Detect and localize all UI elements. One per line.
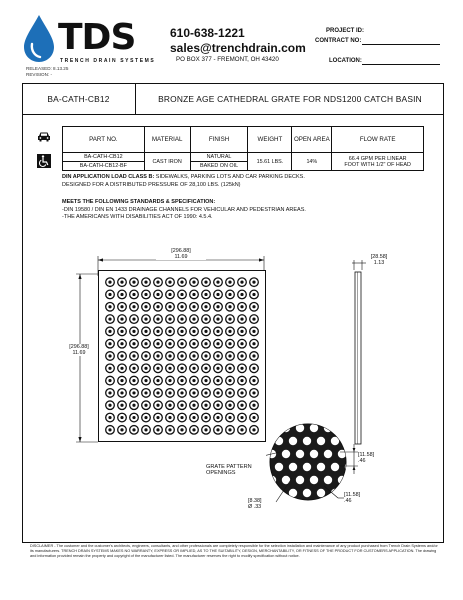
project-id-label: PROJECT ID: (326, 28, 365, 34)
detail-opening (303, 437, 311, 445)
slot-width-dimension-label (358, 452, 390, 464)
grate-hub (168, 416, 171, 419)
grate-hub (192, 416, 195, 419)
detail-opening (268, 424, 276, 432)
grate-hub (240, 428, 243, 431)
grate-hub (156, 391, 159, 394)
grate-hub (144, 416, 147, 419)
thickness-dimension-label (364, 254, 394, 266)
grate-hub (108, 404, 111, 407)
grate-hub (180, 367, 183, 370)
grate-hub (216, 404, 219, 407)
grate-hub (108, 293, 111, 296)
grate-hub (120, 404, 123, 407)
grate-hub (252, 367, 255, 370)
company-address: PO BOX 377 - FREMONT, OH 43420 (176, 56, 279, 63)
grate-hub (192, 391, 195, 394)
grate-hub (204, 367, 207, 370)
detail-opening (317, 463, 325, 471)
grate-hub (108, 305, 111, 308)
grate-hub (180, 305, 183, 308)
grate-hub (180, 379, 183, 382)
grate-hub (156, 342, 159, 345)
grate-hub (216, 391, 219, 394)
grate-hub (204, 342, 207, 345)
grate-hub (252, 404, 255, 407)
grate-hub (192, 281, 195, 284)
detail-opening (331, 463, 339, 471)
grate-hub (156, 317, 159, 320)
grate-hub (108, 317, 111, 320)
grate-hub (192, 379, 195, 382)
grate-hub (240, 416, 243, 419)
grate-hub (144, 342, 147, 345)
grate-hub (216, 342, 219, 345)
height-dimension-label (62, 344, 96, 356)
car-icon (37, 131, 51, 142)
grate-hub (228, 379, 231, 382)
grate-hub (132, 330, 135, 333)
grate-hub (216, 293, 219, 296)
detail-opening (324, 450, 332, 458)
grate-hub (192, 317, 195, 320)
standard-item: -DIN 19580 / DIN EN 1433 DRAINAGE CHANNELS FOR VEHICULAR AND PEDESTRIAN AREAS. (62, 206, 306, 213)
grate-hub (180, 428, 183, 431)
grate-hub (180, 391, 183, 394)
grate-hub (180, 293, 183, 296)
col-weight: WEIGHT (248, 127, 292, 153)
brand-name: TDS (58, 17, 136, 58)
grate-hub (120, 367, 123, 370)
col-open-area: OPEN AREA (292, 127, 332, 153)
grate-hub (156, 367, 159, 370)
pattern-label-line-1: GRATE PATTERN (206, 464, 252, 470)
standards-block (62, 199, 432, 222)
grate-hub (144, 428, 147, 431)
width-dimension-label (156, 248, 206, 260)
grate-hub (252, 305, 255, 308)
grate-hub (132, 305, 135, 308)
slot-height-dimension-label (344, 492, 376, 504)
grate-hub (204, 317, 207, 320)
grate-hub (132, 342, 135, 345)
slot-width-mm: [11.58] (358, 452, 375, 458)
location-label: LOCATION: (329, 58, 362, 64)
grate-hub (108, 379, 111, 382)
grate-hub (168, 391, 171, 394)
grate-hub (204, 330, 207, 333)
grate-hub (240, 293, 243, 296)
grate-hub (120, 416, 123, 419)
grate-hub (120, 281, 123, 284)
grate-hub (180, 281, 183, 284)
standard-item: -THE AMERICANS WITH DISABILITIES ACT OF 1990: 4.5.4. (62, 214, 213, 221)
grate-hub (204, 281, 207, 284)
grate-hub (228, 330, 231, 333)
slot-height-in: .46 (344, 498, 352, 504)
detail-opening (282, 450, 290, 458)
grate-hub (204, 428, 207, 431)
grate-hub (252, 391, 255, 394)
grate-hub (120, 305, 123, 308)
grate-hub (132, 317, 135, 320)
grate-hub (204, 305, 207, 308)
flow-rate-cell (332, 153, 424, 171)
detail-opening (324, 476, 332, 484)
grate-hub (216, 330, 219, 333)
grate-hub (228, 404, 231, 407)
part-no-cell: BA-CATH-CB12-BF (63, 162, 145, 171)
grate-hub (228, 281, 231, 284)
material-cell: CAST IRON (144, 153, 190, 171)
hole-diameter-label (248, 498, 278, 510)
part-no-cell: BA-CATH-CB12 (63, 153, 145, 162)
grate-hub (228, 305, 231, 308)
grate-hub (192, 428, 195, 431)
grate-hub (132, 404, 135, 407)
grate-hub (156, 428, 159, 431)
grate-hub (192, 305, 195, 308)
grate-plan-view (98, 270, 266, 442)
hole-diameter-mm: [8.38] (248, 498, 262, 504)
grate-hub (120, 354, 123, 357)
grate-hub (132, 367, 135, 370)
thickness-in: 1.13 (373, 260, 385, 266)
grate-hub (240, 305, 243, 308)
grate-hub (132, 428, 135, 431)
wheelchair-icon (37, 154, 51, 168)
grate-hub (252, 281, 255, 284)
grate-hub (228, 428, 231, 431)
released-date: RELEASED: 8.13.25 (26, 66, 69, 71)
grate-hub (144, 330, 147, 333)
grate-hub (108, 281, 111, 284)
grate-hub (132, 293, 135, 296)
grate-hub (168, 379, 171, 382)
grate-hub (168, 367, 171, 370)
grate-hub (192, 404, 195, 407)
grate-hub (204, 416, 207, 419)
contract-no-field[interactable] (362, 44, 440, 45)
detail-opening (317, 489, 325, 497)
grate-hub (144, 379, 147, 382)
part-number-title: BA-CATH-CB12 (22, 83, 136, 115)
grate-hub (168, 330, 171, 333)
grate-hub (192, 293, 195, 296)
grate-hub (252, 342, 255, 345)
grate-hub (216, 367, 219, 370)
open-area-cell: 14% (292, 153, 332, 171)
detail-opening (310, 476, 318, 484)
grate-hub (192, 354, 195, 357)
contract-no-label: CONTRACT NO: (315, 38, 362, 44)
grate-hub (204, 354, 207, 357)
company-logo (22, 14, 162, 70)
load-class-line-2: DESIGNED FOR A DISTRIBUTED PRESSURE OF 28,100 LBS. (125kN) (62, 181, 241, 188)
finish-cell: BAKED ON OIL (190, 162, 248, 171)
grate-hub (240, 367, 243, 370)
grate-detail-view (266, 420, 396, 524)
grate-hub (156, 281, 159, 284)
grate-hub (252, 330, 255, 333)
brand-subtitle: TRENCH DRAIN SYSTEMS (60, 58, 156, 64)
weight-cell: 15.61 LBS. (248, 153, 292, 171)
grate-hub (156, 404, 159, 407)
grate-hub (168, 404, 171, 407)
load-class-label: DIN APPLICATION LOAD CLASS B: (62, 174, 155, 180)
grate-hub (144, 354, 147, 357)
grate-hub (240, 391, 243, 394)
grate-hub (168, 293, 171, 296)
slot-height-mm: [11.58] (344, 492, 361, 498)
grate-hub (156, 330, 159, 333)
grate-hub (252, 354, 255, 357)
grate-hub (108, 342, 111, 345)
width-in: 11.69 (174, 254, 188, 260)
grate-hub (228, 391, 231, 394)
grate-hub (144, 391, 147, 394)
grate-hub (132, 281, 135, 284)
detail-opening (289, 463, 297, 471)
grate-hub (120, 428, 123, 431)
grate-hub (180, 317, 183, 320)
col-material: MATERIAL (144, 127, 190, 153)
release-info (26, 66, 68, 78)
grate-hub (108, 416, 111, 419)
phone-number[interactable]: 610-638-1221 (170, 26, 245, 40)
grate-hub (144, 367, 147, 370)
grate-hub (192, 367, 195, 370)
grate-hub (252, 428, 255, 431)
grate-hub (216, 281, 219, 284)
water-drop-icon (22, 14, 56, 64)
grate-hub (180, 342, 183, 345)
detail-opening (310, 450, 318, 458)
col-part-no: PART NO. (63, 127, 145, 153)
grate-hub (228, 317, 231, 320)
grate-hub (240, 404, 243, 407)
grate-hub (144, 317, 147, 320)
standards-heading: MEETS THE FOLLOWING STANDARDS & SPECIFICATION: (62, 199, 216, 205)
grate-hub (156, 305, 159, 308)
grate-hub (192, 330, 195, 333)
detail-opening (338, 450, 346, 458)
grate-hub (252, 416, 255, 419)
grate-hub (168, 342, 171, 345)
product-description-title: BRONZE AGE CATHEDRAL GRATE FOR NDS1200 CATCH BASIN (158, 94, 422, 104)
spec-table (62, 126, 424, 171)
grate-hub (252, 317, 255, 320)
grate-hub (156, 293, 159, 296)
grate-hub (180, 416, 183, 419)
grate-hub (204, 391, 207, 394)
grate-hub (240, 330, 243, 333)
height-in: 11.69 (72, 350, 86, 356)
grate-hub (240, 342, 243, 345)
detail-opening (303, 463, 311, 471)
grate-hub (156, 354, 159, 357)
disclaimer-text: DISCLAIMER - The customer and the customer's architects, engineers, consultants, and other professionals are completely responsible for the selection installation and maintenance of any product purchased from Trench Drain Systems and/or its manufacturers. TRENCH DRAIN SYSTEMS MAKES NO WARRANTY, EXPRESS OR IMPLIED, AS TO THE SUITABILITY, DESIGN, MERCHANTABILITY, OR FITNESS OF THE PRODUCT FOR CUSTOMERS APPLICATION. The drawing and information provided remain the property and copyright of the manufacturer listed. The manufacturer reserves the right to modify specification without notice. (30, 544, 438, 558)
grate-hub (108, 428, 111, 431)
grate-hub (252, 379, 255, 382)
grate-hub (144, 281, 147, 284)
grate-hub (216, 428, 219, 431)
thickness-mm: [28.58] (370, 254, 388, 260)
grate-hub (144, 305, 147, 308)
load-class-text: SIDEWALKS, PARKING LOTS AND CAR PARKING DECKS. (154, 174, 305, 180)
detail-opening (345, 437, 353, 445)
grate-hub (120, 293, 123, 296)
grate-hub (108, 330, 111, 333)
grate-hub (228, 354, 231, 357)
grate-hub (228, 416, 231, 419)
grate-hub (204, 293, 207, 296)
grate-hub (192, 342, 195, 345)
grate-hub (156, 416, 159, 419)
grate-hub (120, 391, 123, 394)
grate-hub (120, 379, 123, 382)
grate-hub (204, 379, 207, 382)
grate-hub (132, 379, 135, 382)
grate-hub (108, 354, 111, 357)
grate-hub (216, 305, 219, 308)
grate-hub (204, 404, 207, 407)
grate-hub (216, 354, 219, 357)
grate-hub (132, 416, 135, 419)
grate-hub (216, 317, 219, 320)
grate-hub (108, 367, 111, 370)
finish-cell: NATURAL (190, 153, 248, 162)
grate-hub (240, 354, 243, 357)
detail-opening (289, 437, 297, 445)
grate-hub (120, 317, 123, 320)
grate-hub (252, 293, 255, 296)
detail-opening (268, 476, 276, 484)
grate-hub (228, 367, 231, 370)
col-finish: FINISH (190, 127, 248, 153)
detail-opening (296, 476, 304, 484)
grate-hub (120, 342, 123, 345)
table-header-row (63, 127, 424, 153)
detail-opening (296, 450, 304, 458)
grate-hub (240, 317, 243, 320)
detail-opening (338, 424, 346, 432)
grate-hub (168, 281, 171, 284)
detail-opening (296, 424, 304, 432)
grate-hub (180, 354, 183, 357)
revision: REVISION: - (26, 72, 53, 77)
grate-hub (144, 404, 147, 407)
grate-hub (144, 293, 147, 296)
height-dimension-lines (72, 272, 100, 444)
detail-opening (317, 437, 325, 445)
col-flow-rate: FLOW RATE (332, 127, 424, 153)
grate-hub (132, 354, 135, 357)
height-mm: [296.88] (69, 344, 89, 350)
load-class-block (62, 174, 432, 189)
grate-hub (156, 379, 159, 382)
grate-hub (228, 293, 231, 296)
table-row (63, 153, 424, 162)
detail-opening (275, 463, 283, 471)
flow-rate-line-1: 66.4 GPM PER LINEAR (348, 155, 407, 162)
grate-hub (108, 391, 111, 394)
grate-hub (120, 330, 123, 333)
grate-hub (180, 330, 183, 333)
grate-hub (216, 416, 219, 419)
grate-hub (168, 428, 171, 431)
grate-hub (168, 305, 171, 308)
grate-hub (180, 404, 183, 407)
pattern-label-line-2: OPENINGS (206, 470, 236, 476)
slot-width-in: .46 (358, 458, 366, 464)
grate-hub (168, 354, 171, 357)
grate-hub (240, 281, 243, 284)
grate-hub (240, 379, 243, 382)
grate-hub (228, 342, 231, 345)
width-mm: [296.88] (171, 248, 191, 254)
email-link[interactable]: sales@trenchdrain.com (170, 41, 306, 55)
grate-pattern-label (206, 464, 266, 476)
grate-hub (132, 391, 135, 394)
grate-hub (216, 379, 219, 382)
flow-rate-line-2: FOOT WITH 1/2" OF HEAD (344, 161, 411, 168)
grate-hub (168, 317, 171, 320)
location-field[interactable] (362, 64, 440, 65)
detail-opening (303, 489, 311, 497)
hole-diameter-in: Ø .33 (248, 504, 262, 510)
